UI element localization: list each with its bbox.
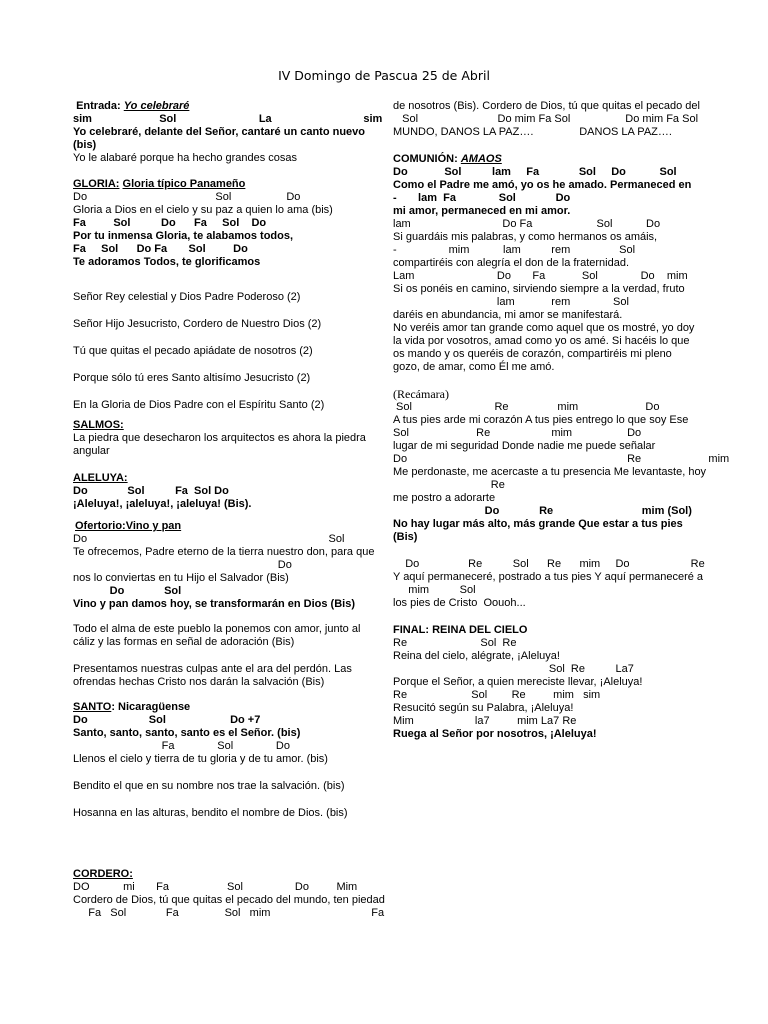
lyric-line: Señor Rey celestial y Dios Padre Poderoso (2): [73, 291, 301, 303]
lyric-line: me postro a adorarte: [393, 492, 496, 504]
aleluya-heading: ALELUYA:: [73, 472, 128, 484]
lyric-line: daréis en abundancia, mi amor se manifestará.: [393, 309, 623, 321]
gloria-heading: [73, 178, 373, 191]
chord-line: Fa Sol Do Fa Sol Do: [73, 217, 267, 229]
entrada-label: Entrada:: [76, 100, 121, 112]
lyric-line: (bis): [73, 139, 97, 151]
lyric-line: Si guardáis mis palabras, y como hermanos os amáis,: [393, 231, 658, 243]
chord-line: sim Sol La sim: [73, 113, 383, 125]
lyric-line: ¡Aleluya!, ¡aleluya!, ¡aleluya! (Bis).: [73, 498, 252, 510]
chord-line: Sol Re mim Do: [393, 401, 660, 413]
lyric-line: Gloria a Dios en el cielo y su paz a quien lo ama (bis): [73, 204, 333, 216]
chord-line: DO mi Fa Sol Do Mim: [73, 881, 358, 893]
ofertorio-heading: Ofertorio:Vino y pan: [75, 520, 182, 532]
chord-line: Re Sol Re: [393, 637, 517, 649]
santo-label: SANTO: [73, 701, 112, 713]
chord-line: Fa Sol Do Fa Sol Do: [73, 243, 248, 255]
lyric-line: Me perdonaste, me acercaste a tu presencia Me levantaste, hoy: [393, 466, 707, 478]
lyric-line: Si os ponéis en camino, sirviendo siempre a la verdad, fruto: [393, 283, 685, 295]
lyric-line: nos lo conviertas en tu Hijo el Salvador (Bis): [73, 572, 289, 584]
page-title: IV Domingo de Pascua 25 de Abril: [278, 68, 490, 83]
comunion-label: COMUNIÓN:: [393, 153, 458, 165]
chord-line: Do: [73, 559, 292, 571]
lyric-line: Porque el Señor, a quien mereciste llevar, ¡Aleluya!: [393, 676, 643, 688]
chord-line: Fa Sol Fa Sol mim Fa: [73, 907, 385, 919]
lyric-line: Ruega al Señor por nosotros, ¡Aleluya!: [393, 728, 597, 740]
chord-line: Sol Do mim Fa Sol Do mim Fa Sol: [393, 113, 699, 125]
chord-line: Do Sol: [73, 533, 345, 545]
lyric-paragraph: No veréis amor tan grande como aquel que os mostré, yo doy la vida por vosotros, amad como yo os amé. Si hacéis lo que os mando y os queréis de corazón, compartiréis mi pleno gozo, de amar, como Él me amó.: [393, 322, 695, 373]
right-column: [393, 100, 730, 741]
lyric-line: No hay lugar más alto, más grande Que estar a tus pies: [393, 518, 683, 530]
chord-line: Sol Re La7: [393, 663, 634, 675]
lyric-line: Yo le alabaré porque ha hecho grandes cosas: [73, 152, 298, 164]
lyric-line: Cordero de Dios, tú que quitas el pecado del mundo, ten piedad: [73, 894, 385, 906]
lyric-line: lugar de mi seguridad Donde nadie me puede señalar: [393, 440, 656, 452]
chord-line: Do Sol Do: [73, 191, 301, 203]
chord-line: Do Sol Do +7: [73, 714, 261, 726]
comunion-song-title: AMAOS: [460, 153, 502, 165]
lyric-line: Hosanna en las alturas, bendito el nombre de Dios. (bis): [73, 807, 348, 819]
chord-line: - mim lam rem Sol: [393, 244, 636, 256]
chord-line: Lam Do Fa Sol Do mim: [393, 270, 688, 282]
entrada-heading: [73, 100, 373, 113]
cordero-heading: CORDERO:: [73, 868, 133, 880]
lyric-line: A tus pies arde mi corazón A tus pies entrego lo que soy Ese: [393, 414, 689, 426]
entrada-song-title: Yo celebraré: [123, 100, 190, 112]
chord-line: Do Re Sol Re mim Do Re: [393, 558, 705, 570]
lyric-line: Reina del cielo, alégrate, ¡Aleluya!: [393, 650, 560, 662]
chord-line: - lam Fa Sol Do: [393, 192, 571, 204]
lyric-line: Yo celebraré, delante del Señor, cantaré un canto nuevo: [73, 126, 365, 138]
lyric-line: Señor Hijo Jesucristo, Cordero de Nuestro Dios (2): [73, 318, 322, 330]
lyric-line: compartiréis con alegría el don de la fraternidad.: [393, 257, 630, 269]
left-column: [73, 100, 385, 920]
lyric-line: Como el Padre me amó, yo os he amado. Permaneced en: [393, 179, 692, 191]
salmos-text: La piedra que desecharon los arquitectos es ahora la piedra angular: [73, 432, 366, 457]
chord-line: Do Sol Fa Sol Do: [73, 485, 229, 497]
lyric-line: de nosotros (Bis). Cordero de Dios, tú que quitas el pecado del: [393, 100, 700, 112]
lyric-line: Tú que quitas el pecado apiádate de nosotros (2): [73, 345, 313, 357]
chord-line: Fa Sol Do: [73, 740, 290, 752]
lyric-line: Te adoramos Todos, te glorificamos: [73, 256, 261, 268]
chord-line: Do Re mim: [393, 453, 730, 465]
gloria-label: GLORIA:: [73, 178, 120, 190]
chord-line: Do Sol lam Fa Sol Do Sol: [393, 166, 677, 178]
chord-line: Sol Re mim Do: [393, 427, 642, 439]
chord-line: lam rem Sol: [393, 296, 629, 308]
lyric-line: Resucitó según su Palabra, ¡Aleluya!: [393, 702, 574, 714]
lyric-line: Porque sólo tú eres Santo altisímo Jesucristo (2): [73, 372, 311, 384]
lyric-line: mi amor, permaneced en mi amor.: [393, 205, 571, 217]
chord-line: Mim la7 mim La7 Re: [393, 715, 577, 727]
lyric-line: En la Gloria de Dios Padre con el Espíritu Santo (2): [73, 399, 325, 411]
lyric-line: Bendito el que en su nombre nos trae la salvación. (bis): [73, 780, 345, 792]
chord-line: lam Do Fa Sol Do: [393, 218, 661, 230]
salmos-heading: SALMOS:: [73, 419, 124, 431]
recamara-heading: (Recámara): [393, 387, 449, 401]
chord-line: Do Sol: [73, 585, 182, 597]
comunion-heading: [393, 153, 698, 166]
lyric-line: Y aquí permaneceré, postrado a tus pies Y aquí permaneceré a: [393, 571, 704, 583]
santo-heading: [73, 701, 373, 714]
lyric-paragraph: Todo el alma de este pueblo la ponemos con amor, junto al cáliz y las formas en señal de adoración (Bis): [73, 623, 361, 648]
chord-line: Do Re mim (Sol): [393, 505, 692, 517]
lyric-line: Santo, santo, santo, santo es el Señor. (bis): [73, 727, 301, 739]
lyric-line: Por tu inmensa Gloria, te alabamos todos,: [73, 230, 294, 242]
lyric-line: (Bis): [393, 531, 418, 543]
chord-line: mim Sol: [393, 584, 476, 596]
lyric-line: Llenos el cielo y tierra de tu gloria y de tu amor. (bis): [73, 753, 328, 765]
chord-line: Re Sol Re mim sim: [393, 689, 601, 701]
lyric-line: los pies de Cristo Oouoh...: [393, 597, 526, 609]
lyric-line: Te ofrecemos, Padre eterno de la tierra nuestro don, para que: [73, 546, 375, 558]
final-heading: FINAL: REINA DEL CIELO: [393, 624, 528, 636]
lyric-line: Vino y pan damos hoy, se transformarán en Dios (Bis): [73, 598, 355, 610]
gloria-song-title: Gloria típico Panameño: [122, 178, 246, 190]
lyric-line: MUNDO, DANOS LA PAZ…. DANOS LA PAZ….: [393, 126, 672, 138]
santo-song-title: : Nicaragüense: [111, 701, 191, 713]
chord-line: Re: [393, 479, 505, 491]
lyric-paragraph: Presentamos nuestras culpas ante el ara del perdón. Las ofrendas hechas Cristo nos darán la salvación (Bis): [73, 663, 352, 688]
